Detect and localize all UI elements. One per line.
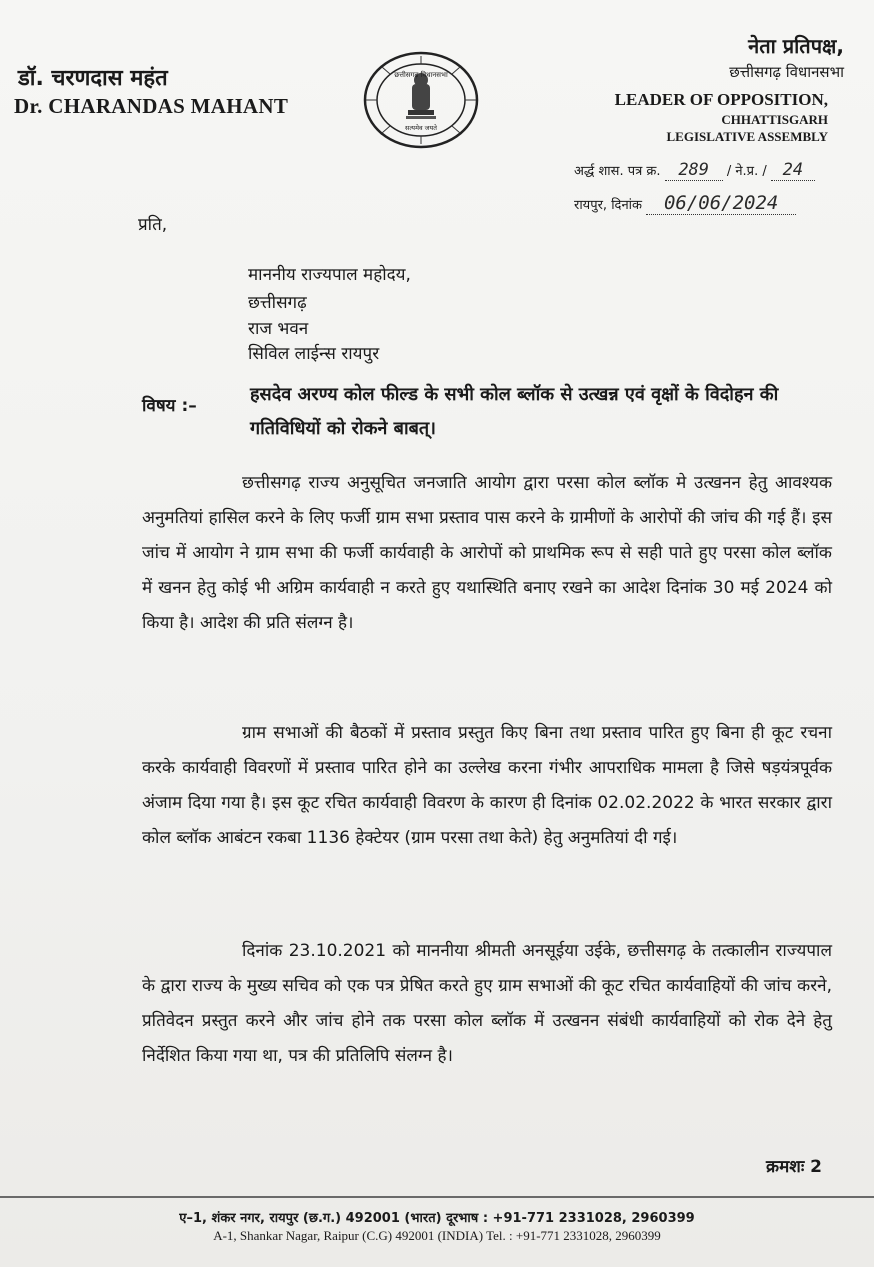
prati-salutation: प्रति,	[138, 215, 168, 235]
ref-label: अर्द्ध शास. पत्र क्र.	[574, 164, 661, 179]
recipient-line-1: माननीय राज्यपाल महोदय,	[248, 265, 411, 285]
reference-number-line	[574, 160, 815, 181]
recipient-line-4: सिविल लाईन्स रायपुर	[248, 344, 380, 364]
continuation-marker: क्रमशः 2	[766, 1157, 822, 1177]
date-line	[574, 192, 796, 215]
subject-text: हसदेव अरण्य कोल फील्ड के सभी कोल ब्लॉक से उत्खन्न एवं वृक्षों के विदोहन की गतिविधियों को रोकने बाबत्।	[250, 384, 779, 439]
date-value: 06/06/2024	[646, 192, 796, 215]
footer-address-hindi: ए–1, शंकर नगर, रायपुर (छ.ग.) 492001 (भारत) दूरभाष : +91-771 2331028, 2960399	[179, 1211, 695, 1226]
body-paragraph-3-text: दिनांक 23.10.2021 को माननीया श्रीमती अनसूईया उईके, छत्तीसगढ़ के तत्कालीन राज्यपाल के द्वारा राज्य के मुख्य सचिव को एक पत्र प्रेषित करते हुए ग्राम सभाओं की कूट रचित कार्यवाहियों की जांच करने, प्रतिवेदन प्रस्तुत करने और जांच होने तक परसा कोल ब्लॉक में उत्खनन संबंधी कार्यवाहियों को रोक देने हेतु निर्देशित किया गया था, पत्र की प्रतिलिपि संलग्न है।	[142, 941, 832, 1066]
assembly-name-hindi: छत्तीसगढ़ विधानसभा	[729, 63, 844, 81]
state-english: CHHATTISGARH	[721, 112, 828, 127]
date-label: रायपुर, दिनांक	[574, 198, 643, 213]
emblem-top-text: छत्तीसगढ़ विधानसभा	[394, 71, 448, 79]
body-paragraph-1-text: छत्तीसगढ़ राज्य अनुसूचित जनजाति आयोग द्वारा परसा कोल ब्लॉक मे उत्खनन हेतु आवश्यक अनुमतियां हासिल करने के लिए फर्जी ग्राम सभा प्रस्ताव पास करने के ग्रामीणों के आरोपों की जांच की गई हैं। इस जांच में आयोग ने ग्राम सभा की फर्जी कार्यवाही के आरोपों को प्राथमिक रूप से सही पाते हुए परसा कोल ब्लॉक में खनन हेतु कोई भी अग्रिम कार्यवाही न करते हुए यथास्थिति बनाए रखने का आदेश दिनांक 30 मई 2024 को किया है। आदेश की प्रति संलग्न है।	[142, 473, 832, 633]
designation-hindi: नेता प्रतिपक्ष,	[748, 34, 844, 58]
emblem-motto: सत्यमेव जयते	[405, 124, 437, 132]
ref-mid: / ने.प्र. /	[726, 164, 767, 179]
body-paragraph-3	[142, 934, 832, 1074]
footer-divider	[0, 1196, 874, 1198]
assembly-emblem-icon	[362, 50, 480, 150]
subject-label: विषय :–	[142, 396, 197, 416]
assembly-name-english: LEGISLATIVE ASSEMBLY	[666, 129, 828, 144]
body-paragraph-2-text: ग्राम सभाओं की बैठकों में प्रस्ताव प्रस्तुत किए बिना तथा प्रस्ताव पारित हुए बिना ही कूट रचना करके कार्यवाही विवरणों में प्रस्ताव पारित होने का उल्लेख करना गंभीर आपराधिक मामला है जिसे षड़यंत्रपूर्वक अंजाम दिया गया है। इस कूट रचित कार्यवाही विवरण के कारण ही दिनांक 02.02.2022 के भारत सरकार द्वारा कोल ब्लॉक आबंटन रकबा 1136 हेक्टेयर (ग्राम परसा तथा केते) हेतु अनुमतियां दी गई।	[142, 723, 832, 848]
body-paragraph-1	[142, 466, 832, 641]
body-paragraph-2	[142, 716, 832, 856]
footer-address-english: A-1, Shankar Nagar, Raipur (C.G) 492001 (INDIA) Tel. : +91-771 2331028, 2960399	[213, 1228, 661, 1243]
sender-name-hindi: डॉ. चरणदास महंत	[18, 66, 168, 91]
ref-year: 24	[771, 160, 815, 181]
designation-english: LEADER OF OPPOSITION,	[614, 90, 828, 109]
ref-number: 289	[665, 160, 723, 181]
recipient-line-2: छत्तीसगढ़	[248, 293, 307, 313]
sender-name-english: Dr. CHARANDAS MAHANT	[14, 94, 289, 118]
recipient-line-3: राज भवन	[248, 319, 309, 339]
